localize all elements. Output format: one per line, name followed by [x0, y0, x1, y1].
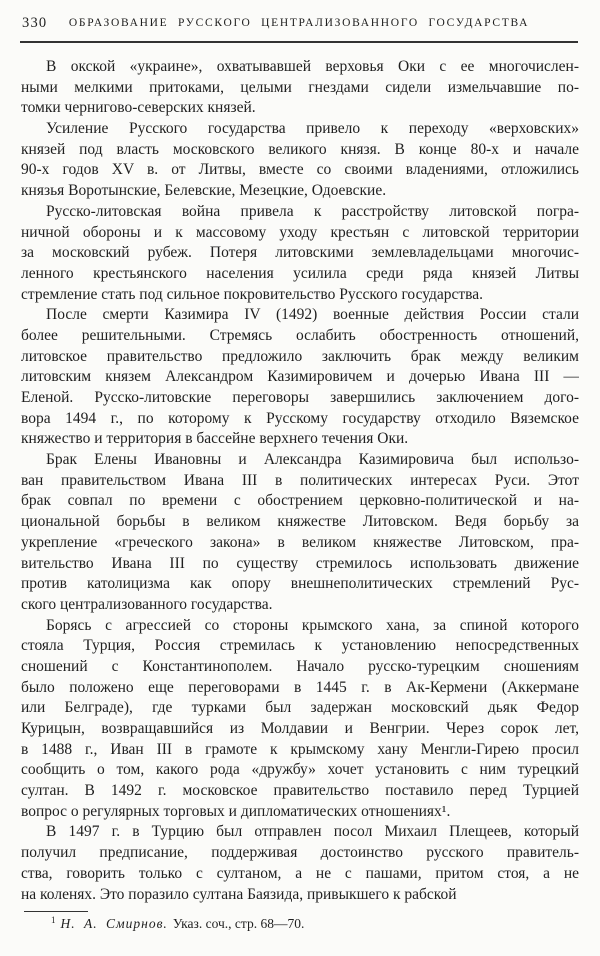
text-line: Усиление Русского государства привело к переходу «верховских»	[46, 120, 579, 138]
paragraph	[21, 616, 579, 823]
running-head	[20, 15, 578, 33]
text-line: В 1497 г. в Турцию был отправлен посол Михаил Плещеев, который	[46, 823, 579, 841]
text-line: князей под власть московского великого князя. В конце 80-х и начале	[21, 140, 579, 158]
text-line: или Белграде), где турками был задержан московский дьяк Федор	[21, 699, 579, 717]
header-rule	[20, 41, 578, 43]
text-line: за московский рубеж. Потеря литовскими землевладельцами многочис-	[21, 244, 579, 262]
text-line: Русско-литовская война привела к расстройству литовской погра-	[46, 202, 579, 220]
text-line: сообщить о том, какого рода «дружбу» хочет установить с ним турецкий	[21, 761, 579, 779]
text-line: ского централизованного государства.	[21, 595, 273, 613]
footnote-rule	[24, 911, 88, 912]
text-line: вопрос о регулярных торговых и дипломатических отношениях¹.	[21, 802, 451, 820]
text-line: стремление стать под сильное покровительство Русского государства.	[21, 285, 484, 303]
text-line: После смерти Казимира IV (1492) военные действия России стали	[46, 306, 579, 324]
text-line: было положено еще переговорами в 1445 г. в Ак-Кермени (Аккермане	[21, 678, 579, 696]
text-line: томки чернигово-северских князей.	[21, 99, 256, 117]
text-line: литовским князем Александром Казимировичем и дочерью Ивана III —	[21, 368, 579, 386]
text-line: брак совпал по времени с обострением церковно-политической и на-	[21, 492, 579, 510]
paragraph	[21, 450, 579, 616]
text-line: циональной борьбы в великом княжестве Литовском. Ведя борьбу за	[21, 513, 579, 531]
text-line: ван правительством Ивана III в политических интересах Руси. Этот	[21, 471, 579, 489]
page-number: 330	[22, 15, 48, 31]
text-line: в 1488 г., Иван III в грамоте к крымскому хану Менгли-Гирею просил	[21, 740, 579, 758]
text-line: более решительными. Стремясь ослабить обостренность отношений,	[21, 326, 579, 344]
text-line: против католицизма как опору внешнеполитических стремлений Рус-	[21, 575, 579, 593]
footnote-text: Указ. соч., стр. 68—70.	[172, 916, 305, 931]
text-body	[21, 57, 579, 905]
running-title: ОБРАЗОВАНИЕ РУССКОГО ЦЕНТРАЛИЗОВАННОГО ГОСУДАРСТВА	[68, 17, 530, 29]
text-line: стояла Турция, Россия стремилась к установлению непосредственных	[21, 637, 579, 655]
text-line: князья Воротынские, Белевские, Мезецкие, Одоевские.	[21, 182, 387, 200]
text-line: ными мелкими притоками, целыми гнездами сидели измельчавшие по-	[21, 78, 579, 96]
text-line: Брак Елены Ивановны и Александра Казимировича был использо-	[46, 451, 579, 469]
text-line: вительство Ивана III по существу стремилось использовать движение	[21, 554, 579, 572]
paragraph	[21, 119, 579, 202]
footnote-author: Н. А. Смирнов.	[60, 916, 168, 931]
text-line: сношений с Константинополем. Начало русско-турецким сношениям	[21, 657, 579, 675]
text-line: В окской «украине», охватывавшей верховья Оки с ее многочислен-	[46, 58, 579, 75]
text-line: султан. В 1492 г. московское правительство поставило перед Турцией	[21, 782, 579, 800]
paragraph	[21, 305, 579, 450]
paragraph	[21, 822, 579, 905]
text-line: ничной обороны и к массовому уходу крестьян с литовской территории	[21, 223, 579, 241]
text-line: Курицын, возвращавшийся из Молдавии и Венгрии. Через сорок лет,	[21, 720, 579, 737]
text-line: ства, говорить только с султаном, а не с пашами, притом стоя, а не	[21, 864, 579, 882]
text-line: укрепление «греческого закона» в великом княжестве Литовском, пра-	[21, 533, 579, 551]
text-line: Борясь с агрессией со стороны крымского хана, за спиной которого	[46, 616, 579, 634]
footnote	[21, 916, 600, 932]
footnote-marker: 1	[51, 914, 56, 925]
text-line: 90-х годов XV в. от Литвы, вместе со своими владениями, отложились	[21, 161, 579, 179]
text-line: ленного крестьянского населения усилила среди ряда князей Литвы	[21, 264, 579, 282]
text-line: получил предписание, поддерживая достоинство русского правитель-	[21, 844, 579, 862]
paragraph	[21, 57, 579, 119]
paragraph	[21, 202, 579, 305]
text-line: вора 1494 г., по которому к Русскому государству отходило Вяземское	[21, 409, 579, 427]
text-line: княжество и территория в бассейне верхнего течения Оки.	[21, 430, 409, 448]
text-line: литовское правительство предложило заключить брак между великим	[21, 347, 579, 365]
text-line: Еленой. Русско-литовские переговоры завершились заключением дого-	[21, 389, 579, 406]
text-line: на коленях. Это поразило султана Баязида, привыкшего к рабской	[21, 885, 457, 903]
